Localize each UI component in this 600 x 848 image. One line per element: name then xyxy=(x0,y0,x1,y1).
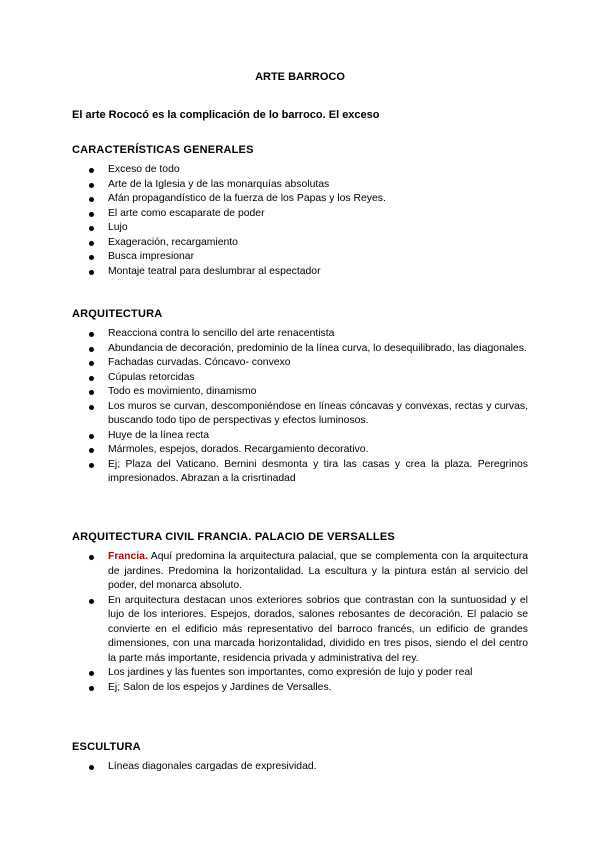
list-item: Exageración, recargamiento xyxy=(72,236,528,251)
heading-arquitectura: ARQUITECTURA xyxy=(72,308,163,320)
bullet-icon xyxy=(89,405,94,410)
list-item: Afán propagandístico de la fuerza de los Papas y los Reyes. xyxy=(72,192,528,207)
list-item: Fachadas curvadas. Cóncavo- convexo xyxy=(72,356,528,371)
list-item: Reacciona contra lo sencillo del arte renacentista xyxy=(72,327,528,342)
bullet-icon xyxy=(89,361,94,366)
page-title: ARTE BARROCO xyxy=(255,71,345,83)
list-item: Mármoles, espejos, dorados. Recargamiento decorativo. xyxy=(72,443,528,458)
list-item: Los jardines y las fuentes son importantes, como expresión de lujo y poder real xyxy=(72,666,528,681)
bullet-icon xyxy=(89,390,94,395)
list-item: El arte como escaparate de poder xyxy=(72,207,528,222)
bullet-icon xyxy=(89,448,94,453)
list-escultura xyxy=(72,760,528,775)
list-item: Exceso de todo xyxy=(72,163,528,178)
bullet-icon xyxy=(89,555,94,560)
bullet-icon xyxy=(89,183,94,188)
bullet-icon xyxy=(89,347,94,352)
bullet-icon xyxy=(89,255,94,260)
bullet-icon xyxy=(89,168,94,173)
bullet-icon xyxy=(89,686,94,691)
bullet-icon xyxy=(89,599,94,604)
list-caracteristicas xyxy=(72,163,528,279)
list-item: Ej; Plaza del Vaticano. Bernini desmonta y tira las casas y crea la plaza. Peregrinos impresionados. Abrazan a la crisrtinadad xyxy=(72,458,528,487)
heading-arquitectura-civil: ARQUITECTURA CIVIL FRANCIA. PALACIO DE VERSALLES xyxy=(72,531,395,543)
bullet-icon xyxy=(89,226,94,231)
bullet-icon xyxy=(89,671,94,676)
list-item: Líneas diagonales cargadas de expresividad. xyxy=(72,760,528,775)
bullet-icon xyxy=(89,434,94,439)
heading-caracteristicas: CARACTERÍSTICAS GENERALES xyxy=(72,144,254,156)
list-item: Cúpulas retorcidas xyxy=(72,371,528,386)
list-item: En arquitectura destacan unos exteriores sobrios que contrastan con la suntuosidad y el lujo de los interiores. Espejos, dorados, salones rebosantes de decoración. El palacio se convierte en el edificio más representativo del barroco francés, un edificio de grandes dimensiones, con una marcada horizontalidad, dividido en tres pisos, siendo el del centro la parte más importante, residencia privada y administrativa del rey. xyxy=(72,594,528,667)
list-arquitectura xyxy=(72,327,528,487)
bullet-icon xyxy=(89,332,94,337)
list-arquitectura-civil xyxy=(72,550,528,695)
bullet-icon xyxy=(89,241,94,246)
bullet-icon xyxy=(89,197,94,202)
list-item: Abundancia de decoración, predominio de la línea curva, lo desequilibrado, las diagonales. xyxy=(72,342,528,357)
list-item: Montaje teatral para deslumbrar al espectador xyxy=(72,265,528,280)
list-item: Ej; Salon de los espejos y Jardines de Versalles. xyxy=(72,681,528,696)
list-item: Busca impresionar xyxy=(72,250,528,265)
bullet-icon xyxy=(89,463,94,468)
bullet-icon xyxy=(89,376,94,381)
list-item: Los muros se curvan, descomponiéndose en líneas cóncavas y convexas, rectas y curvas, buscando todo tipo de perspectivas y efectos luminosos. xyxy=(72,400,528,429)
list-item: Todo es movimiento, dinamismo xyxy=(72,385,528,400)
bullet-icon xyxy=(89,212,94,217)
list-item: Francia. Aquí predomina la arquitectura palacial, que se complementa con la arquitectura de jardines. Predomina la horizontalidad. La escultura y la pintura están al servicio del poder, del monarca absoluto. xyxy=(72,550,528,594)
heading-escultura: ESCULTURA xyxy=(72,741,141,753)
bullet-icon xyxy=(89,765,94,770)
list-item: Huye de la línea recta xyxy=(72,429,528,444)
bullet-icon xyxy=(89,270,94,275)
intro-text: El arte Rococó es la complicación de lo barroco. El exceso xyxy=(72,109,380,121)
highlight-francia: Francia. xyxy=(108,551,148,562)
list-item: Lujo xyxy=(72,221,528,236)
list-item: Arte de la Iglesia y de las monarquías absolutas xyxy=(72,178,528,193)
